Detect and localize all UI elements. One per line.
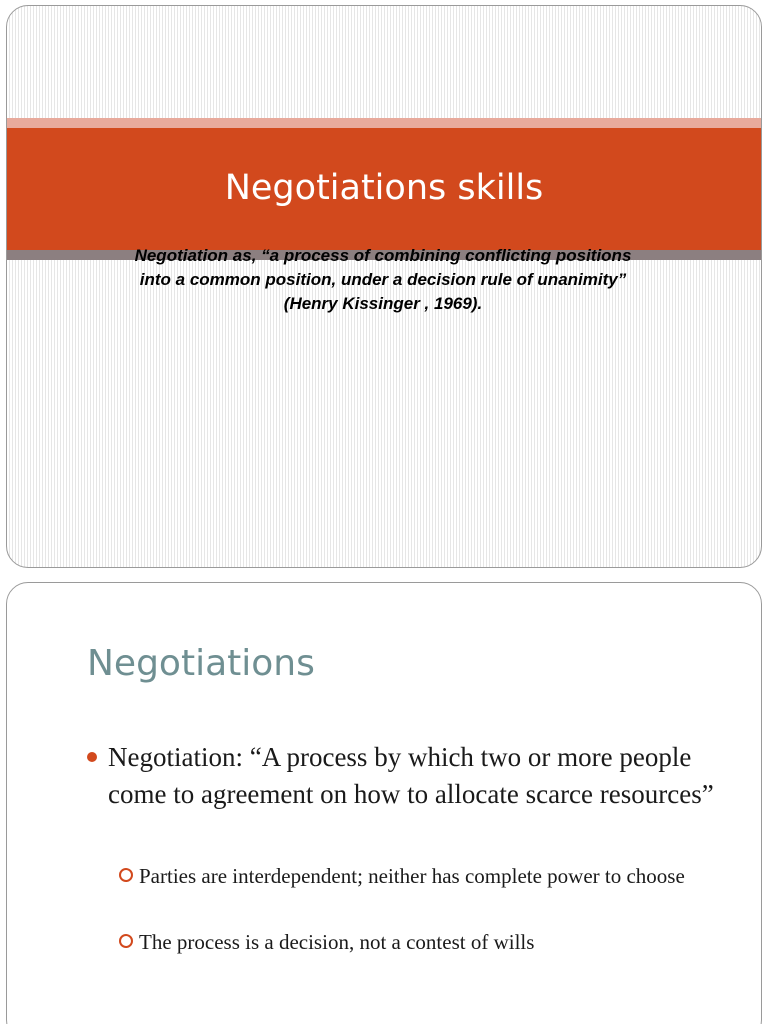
hollow-circle-bullet-icon: [119, 934, 133, 948]
bullet-negotiation-definition: [87, 739, 727, 813]
hollow-circle-bullet-icon: [119, 868, 133, 882]
slide-1-title: Negotiations skills: [224, 168, 544, 208]
bullet-text: Negotiation: “A process by which two or more people come to agreement on how to allocate scarce resources”: [108, 742, 714, 809]
sub-bullet-text: The process is a decision, not a contest of wills: [139, 930, 535, 954]
kissinger-quote: Negotiation as, “a process of combining conflicting positions into a common position, under a decision rule of unanimity” (Henry Kissinger , 1969).: [134, 246, 632, 313]
sub-bullet-text: Parties are interdependent; neither has complete power to choose: [139, 864, 685, 888]
slide-2: [6, 582, 762, 1024]
slide-1: [6, 5, 762, 568]
sub-bullet-interdependent: [119, 861, 719, 891]
sub-bullet-decision: [119, 927, 719, 957]
filled-circle-bullet-icon: [87, 752, 97, 762]
slide-2-title: Negotiations: [87, 643, 315, 684]
title-band-top-stripe: [7, 118, 761, 128]
